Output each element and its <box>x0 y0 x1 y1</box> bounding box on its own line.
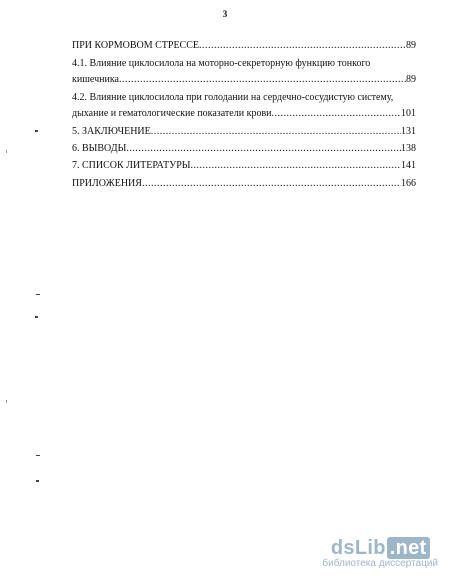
toc-entry-title: 5. ЗАКЛЮЧЕНИЕ <box>72 126 151 137</box>
logo-brand-suffix: .net <box>387 537 430 559</box>
toc-entry-feed-stress <box>72 40 416 52</box>
dot-leader <box>272 108 401 120</box>
toc-entry-title: дыхание и гематологические показатели крови <box>72 108 272 119</box>
logo-subtitle: библиотека диссертаций <box>322 558 438 569</box>
toc-entry-4-1-line1: 4.1. Влияние циклосилола на моторно-секреторную функцию тонкого <box>72 58 371 69</box>
scan-mark <box>36 455 40 456</box>
watermark-logo <box>322 537 438 569</box>
dot-leader <box>199 40 406 52</box>
scan-mark <box>6 400 7 403</box>
dot-leader <box>126 143 401 155</box>
dot-leader <box>191 160 402 172</box>
toc-entry-references <box>72 160 416 172</box>
toc-entry-title: 6. ВЫВОДЫ <box>72 143 127 154</box>
toc-entry-page: 141 <box>401 160 416 171</box>
toc-entry-findings <box>72 143 416 155</box>
scan-mark <box>6 150 7 153</box>
toc-entry-page: 89 <box>406 74 416 85</box>
toc-entry-4-2-line1: 4.2. Влияние циклосилола при голодании на сердечно-сосудистую систему, <box>72 92 394 103</box>
dot-leader <box>151 126 401 138</box>
toc-entry-conclusion <box>72 126 416 138</box>
scan-mark <box>36 294 40 295</box>
logo-brand-main: dsLib <box>330 537 386 559</box>
toc-entry-page: 138 <box>401 143 416 154</box>
page-number: 3 <box>222 9 228 19</box>
toc-entry-title: 7. СПИСОК ЛИТЕРАТУРЫ <box>72 160 191 171</box>
toc-entry-title: кишечника <box>72 74 119 85</box>
scan-mark <box>35 130 38 132</box>
toc-entry-4-1 <box>72 74 416 86</box>
logo-brand <box>322 537 438 560</box>
toc-entry-appendices <box>72 178 416 190</box>
dot-leader <box>142 178 401 190</box>
scan-mark <box>36 480 39 482</box>
toc-entry-page: 166 <box>401 178 416 189</box>
toc-entry-title: ПРИ КОРМОВОМ СТРЕССЕ <box>72 40 200 51</box>
toc-entry-page: 101 <box>401 108 416 119</box>
toc-entry-page: 131 <box>401 126 416 137</box>
toc-entry-title: ПРИЛОЖЕНИЯ <box>72 178 142 189</box>
dot-leader <box>119 74 406 86</box>
toc-entry-4-2 <box>72 108 416 120</box>
scan-mark <box>35 316 38 318</box>
toc-entry-page: 89 <box>406 40 416 51</box>
